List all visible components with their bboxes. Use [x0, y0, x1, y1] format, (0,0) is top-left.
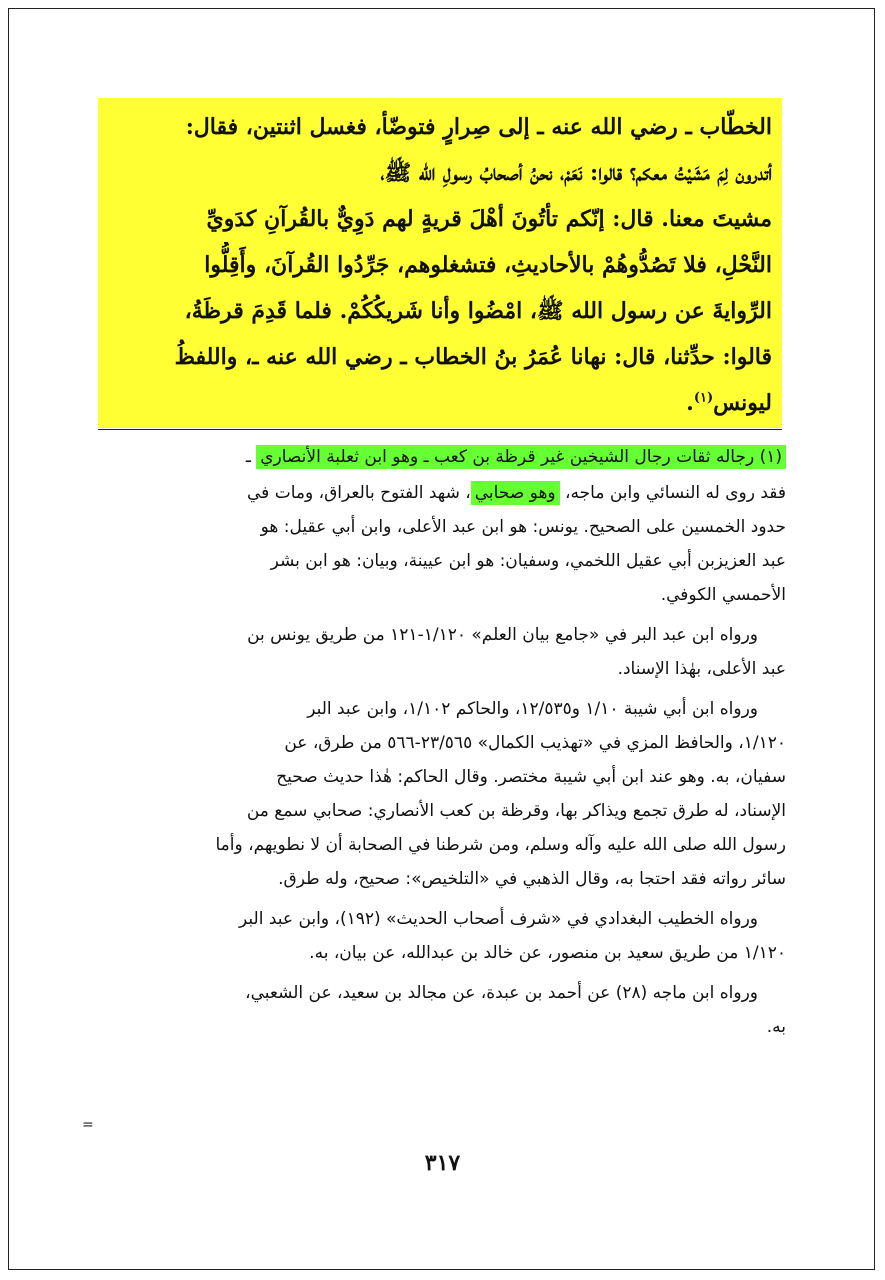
footnote-line [98, 476, 786, 510]
footnote-highlighted-text: (١) رجاله ثقات رجال الشيخين غير قرظة بن كعب ـ وهو ابن ثعلبة الأنصاري [256, 445, 786, 469]
main-text-line: النَّحْلِ، فلا تَصُدُّوهُمْ بالأحاديثِ، فتشغلوهم، جَرِّدُوا القُرآنَ، وأَقِلُّوا [204, 252, 772, 278]
main-text-block [98, 98, 782, 428]
footnote-line: ورواه ابن عبد البر في «جامع بيان العلم» ١/١٢٠-١٢١ من طريق يونس بن [247, 625, 758, 645]
footnote-text: ، شهد الفتوح بالعراق، ومات في [247, 483, 471, 503]
main-text-end-mark: . [686, 390, 694, 416]
main-text-line: الخطّاب ـ رضي الله عنه ـ إلى صِرارٍ فتوضّأ، فغسل اثنتين، فقال: [185, 114, 772, 140]
footnote-first-line-end: ـ [245, 447, 257, 467]
footnote-line: سفيان، به. وهو عند ابن أبي شيبة مختصر. وقال الحاكم: هٰذا حديث صحيح [276, 767, 786, 787]
footnote-line: الأحمسي الكوفي. [660, 585, 786, 605]
main-text-last-line [108, 380, 772, 426]
footnote-line: به. [766, 1017, 786, 1037]
footnote-line: رسول الله صلى الله عليه وآله وسلم، ومن شرطنا في الصحابة أن لا نطويهم، وأما [215, 835, 786, 855]
footnote-line: عبد العزيزبن أبي عقيل اللخمي، وسفيان: هو ابن عيينة، وبيان: هو ابن بشر [270, 551, 786, 571]
footnote-divider [98, 429, 782, 430]
footnote-line: ورواه الخطيب البغدادي في «شرف أصحاب الحديث» (١٩٢)، وابن عبد البر [239, 909, 758, 929]
footnote-text: فقد روى له النسائي وابن ماجه، [559, 483, 786, 503]
footnote-line: عبد الأعلى، بهٰذا الإسناد. [617, 659, 786, 679]
footnote-line: الإسناد، له طرق تجمع ويذاكر بها، وقرظة بن كعب الأنصاري: صحابي سمع من [246, 801, 786, 821]
footnote-paragraph-3 [98, 692, 786, 896]
footnote-first-line [98, 440, 786, 476]
footnote-paragraph-4 [98, 902, 786, 970]
main-text-line: قالوا: حدِّثنا، قال: نهانا عُمَرُ بنُ الخطاب ـ رضي الله عنه ـ، واللفظُ [174, 344, 772, 370]
main-text-line: مشيتَ معنا. قال: إنّكم تأتُونَ أهْلَ قريةٍ لهم دَوِيٌّ بالقُرآنِ كدَويِّ [206, 206, 772, 232]
main-text-line: أتدرون لِمَ مَشَيْتُ معكم؟ قالوا: نَعَمْ، نحنُ أصحابُ رسولِ الله ﷺ، [380, 160, 772, 186]
page-number: ٣١٧ [424, 1150, 461, 1176]
footnote-line: ١/١٢٠ من طريق سعيد بن منصور، عن خالد بن عبدالله، عن بيان، به. [309, 943, 786, 963]
main-text-line: الرِّوايةَ عن رسول الله ﷺ، امْضُوا وأنا شَريكُكُمْ. فلما قَدِمَ قرظَةُ، [184, 298, 772, 324]
footnote-line: سائر رواته فقد احتجا به، وقال الذهبي في «التلخيص»: صحيح، وله طرق. [278, 869, 786, 889]
footnote-reference[interactable]: (١) [693, 390, 714, 406]
footnote-paragraph-5 [98, 976, 786, 1044]
footnote-highlighted-phrase: وهو صحابي [471, 481, 560, 505]
footnote-line: ١/١٢٠، والحافظ المزي في «تهذيب الكمال» ٢٣/٥٦٥-٥٦٦ من طرق، عن [284, 733, 786, 753]
main-text-last-word: ليونس [713, 390, 772, 416]
footnotes-section [98, 440, 786, 1050]
footnote-paragraph-1 [98, 476, 786, 612]
footnote-paragraph-2 [98, 618, 786, 686]
footnote-line: حدود الخمسين على الصحيح. يونس: هو ابن عبد الأعلى، وابن أبي عقيل: هو [260, 517, 786, 537]
margin-continuation-mark: = [82, 1117, 94, 1133]
footnote-line: ورواه ابن ماجه (٢٨) عن أحمد بن عبدة، عن مجالد بن سعيد، عن الشعبي، [245, 983, 758, 1003]
footnote-line: ورواه ابن أبي شيبة ١/١٠ و١٢/٥٣٥، والحاكم ١/١٠٢، وابن عبد البر [307, 699, 758, 719]
